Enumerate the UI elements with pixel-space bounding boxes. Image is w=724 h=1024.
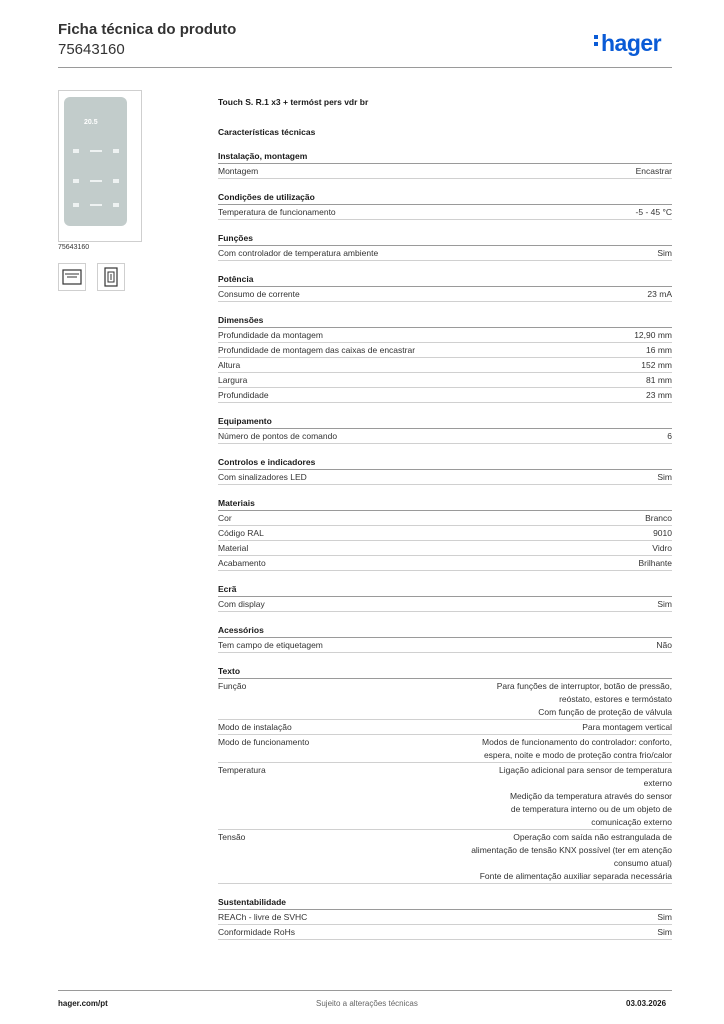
spec-row bbox=[218, 526, 672, 541]
document-header bbox=[58, 20, 236, 59]
spec-row bbox=[218, 358, 672, 373]
spec-row bbox=[218, 556, 672, 571]
spec-row bbox=[218, 328, 672, 343]
spec-value: Sim bbox=[657, 248, 672, 258]
logo-dots-icon bbox=[594, 32, 599, 49]
device-illustration bbox=[64, 97, 127, 226]
section-title: Equipamento bbox=[218, 415, 672, 429]
section-title: Funções bbox=[218, 232, 672, 246]
spec-section bbox=[218, 583, 672, 612]
header-divider bbox=[58, 67, 672, 68]
spec-label: Com sinalizadores LED bbox=[218, 472, 307, 482]
spec-row bbox=[218, 388, 672, 403]
spec-sections bbox=[218, 150, 672, 940]
spec-label: REACh - livre de SVHC bbox=[218, 912, 308, 922]
spec-row bbox=[218, 373, 672, 388]
section-title: Controlos e indicadores bbox=[218, 456, 672, 470]
spec-value: Vidro bbox=[652, 543, 672, 553]
spec-section bbox=[218, 232, 672, 261]
spec-value: Encastrar bbox=[635, 166, 672, 176]
spec-value: 12,90 mm bbox=[634, 330, 672, 340]
spec-value: 23 mm bbox=[646, 390, 672, 400]
spec-label: Tem campo de etiquetagem bbox=[218, 640, 323, 650]
spec-label: Montagem bbox=[218, 166, 259, 176]
footer-website[interactable]: hager.com/pt bbox=[58, 999, 108, 1008]
spec-section bbox=[218, 273, 672, 302]
spec-label: Largura bbox=[218, 375, 248, 385]
spec-label: Modo de instalação bbox=[218, 722, 292, 732]
spec-label: Tensão bbox=[218, 832, 246, 842]
section-title: Texto bbox=[218, 665, 672, 679]
spec-row bbox=[218, 164, 672, 179]
spec-value: 152 mm bbox=[641, 360, 672, 370]
document-title: Ficha técnica do produto bbox=[58, 21, 237, 38]
hager-logo bbox=[594, 30, 661, 57]
spec-label: Temperatura bbox=[218, 765, 266, 775]
brand-name: hager bbox=[601, 30, 662, 56]
spec-row bbox=[218, 343, 672, 358]
spec-label: Modo de funcionamento bbox=[218, 737, 310, 747]
spec-label: Com controlador de temperatura ambiente bbox=[218, 248, 379, 258]
spec-row bbox=[218, 246, 672, 261]
spec-section bbox=[218, 624, 672, 653]
spec-label: Código RAL bbox=[218, 528, 264, 538]
spec-section bbox=[218, 896, 672, 940]
spec-row bbox=[218, 429, 672, 444]
section-title: Condições de utilização bbox=[218, 191, 672, 205]
spec-row bbox=[218, 910, 672, 925]
spec-label: Acabamento bbox=[218, 558, 266, 568]
spec-value: Ligação adicional para sensor de temperatura externo Medição da temperatura através do sensor de temperatura interno ou de um objeto de comunicação externo bbox=[499, 765, 672, 827]
spec-row bbox=[218, 597, 672, 612]
spec-value: -5 - 45 °C bbox=[635, 207, 672, 217]
spec-label: Cor bbox=[218, 513, 232, 523]
spec-value: Para montagem vertical bbox=[582, 722, 672, 732]
spec-value: Sim bbox=[657, 912, 672, 922]
spec-value: Não bbox=[656, 640, 672, 650]
spec-row bbox=[218, 287, 672, 302]
spec-value: Sim bbox=[657, 927, 672, 937]
section-title: Sustentabilidade bbox=[218, 896, 672, 910]
spec-label: Consumo de corrente bbox=[218, 289, 300, 299]
section-title: Ecrã bbox=[218, 583, 672, 597]
spec-section bbox=[218, 665, 672, 884]
spec-value: Operação com saída não estrangulada de alimentação de tensão KNX possível (ter em atenção consumo atual) Fonte de alimentação auxiliar separada necessária bbox=[471, 832, 672, 881]
product-photo bbox=[58, 90, 142, 242]
spec-row bbox=[218, 830, 672, 884]
spec-value: Sim bbox=[657, 472, 672, 482]
tech-heading: Características técnicas bbox=[218, 127, 316, 137]
spec-section bbox=[218, 456, 672, 485]
product-code: 75643160 bbox=[58, 41, 125, 58]
spec-row bbox=[218, 638, 672, 653]
spec-value: Sim bbox=[657, 599, 672, 609]
spec-value: Brilhante bbox=[638, 558, 672, 568]
spec-label: Com display bbox=[218, 599, 265, 609]
spec-label: Profundidade de montagem das caixas de encastrar bbox=[218, 345, 416, 355]
spec-value: 6 bbox=[667, 431, 672, 441]
dimension-symbol-icon bbox=[58, 263, 86, 291]
section-title: Materiais bbox=[218, 497, 672, 511]
spec-row bbox=[218, 679, 672, 720]
spec-label: Função bbox=[218, 681, 247, 691]
section-title: Potência bbox=[218, 273, 672, 287]
spec-row bbox=[218, 205, 672, 220]
spec-label: Profundidade da montagem bbox=[218, 330, 323, 340]
spec-value: Para funções de interruptor, botão de pressão, reóstato, estores e termóstato Com função de proteção de válvula bbox=[496, 681, 672, 717]
spec-row bbox=[218, 541, 672, 556]
spec-row bbox=[218, 925, 672, 940]
spec-value: 16 mm bbox=[646, 345, 672, 355]
section-title: Instalação, montagem bbox=[218, 150, 672, 164]
footer-date: 03.03.2026 bbox=[626, 999, 667, 1008]
spec-label: Temperatura de funcionamento bbox=[218, 207, 336, 217]
spec-row bbox=[218, 720, 672, 735]
spec-value: Modos de funcionamento do controlador: conforto, espera, noite e modo de proteção contra frio/calor bbox=[482, 737, 672, 760]
section-title: Acessórios bbox=[218, 624, 672, 638]
spec-label: Profundidade bbox=[218, 390, 269, 400]
spec-row bbox=[218, 735, 672, 763]
spec-value: 81 mm bbox=[646, 375, 672, 385]
spec-row bbox=[218, 511, 672, 526]
product-name: Touch S. R.1 x3 + termóst pers vdr br bbox=[218, 97, 369, 107]
footer-note: Sujeito a alterações técnicas bbox=[316, 999, 418, 1008]
spec-row bbox=[218, 763, 672, 830]
spec-value: 23 mA bbox=[647, 289, 672, 299]
spec-section bbox=[218, 415, 672, 444]
spec-row bbox=[218, 470, 672, 485]
image-caption: 75643160 bbox=[58, 244, 90, 251]
mounting-symbol-icon bbox=[97, 263, 125, 291]
spec-value: 9010 bbox=[653, 528, 672, 538]
spec-label: Número de pontos de comando bbox=[218, 431, 338, 441]
spec-value: Branco bbox=[645, 513, 672, 523]
spec-section bbox=[218, 150, 672, 179]
footer-divider bbox=[58, 990, 672, 991]
spec-label: Conformidade RoHs bbox=[218, 927, 296, 937]
section-title: Dimensões bbox=[218, 314, 672, 328]
spec-content bbox=[218, 97, 672, 952]
spec-section bbox=[218, 314, 672, 403]
spec-label: Material bbox=[218, 543, 249, 553]
device-display: 20.5 bbox=[84, 119, 98, 126]
spec-label: Altura bbox=[218, 360, 241, 370]
spec-section bbox=[218, 497, 672, 571]
spec-section bbox=[218, 191, 672, 220]
